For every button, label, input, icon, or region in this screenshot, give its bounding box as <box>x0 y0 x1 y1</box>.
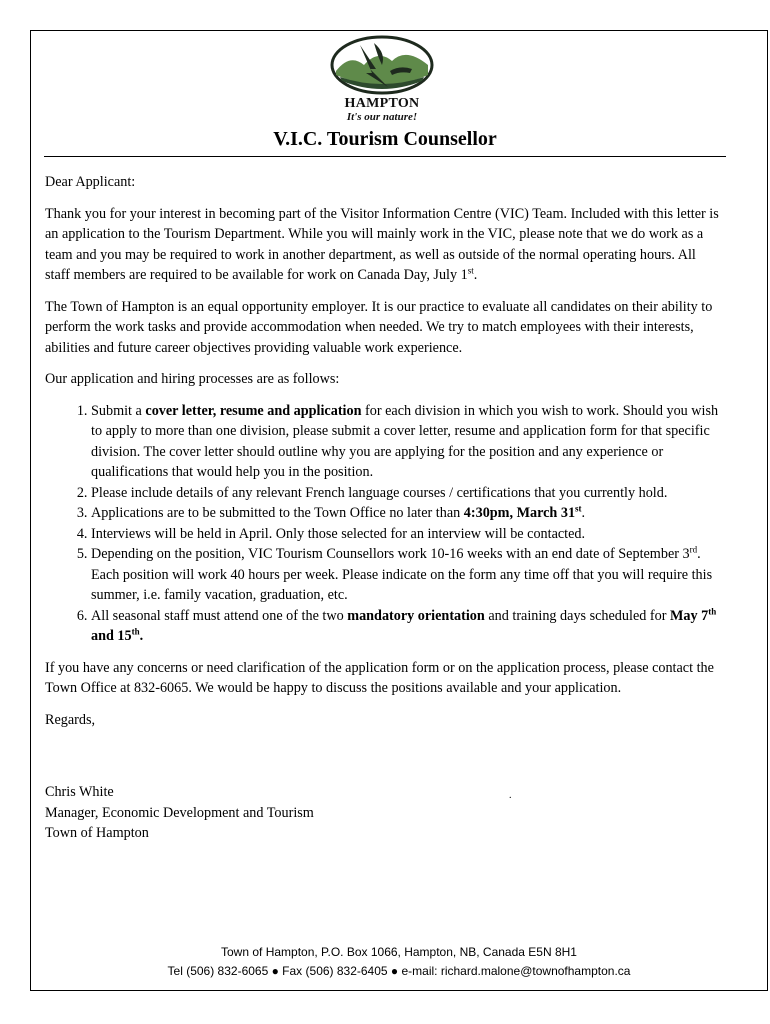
list-item: 5. Depending on the position, VIC Tourism Counsellors work 10-16 weeks with an end date of September 3rd. Each position will work 40 hours per week. Please indicate on the form any time off that you will require this summer, i.e. family vacation, graduation, etc. <box>91 544 723 606</box>
list-item: 3. Applications are to be submitted to the Town Office no later than 4:30pm, March 31st. <box>91 503 723 524</box>
title-divider <box>44 156 726 157</box>
document-title: V.I.C. Tourism Counsellor <box>273 128 497 150</box>
signer-name: Chris White <box>45 784 114 800</box>
process-intro: Our application and hiring processes are as follows: <box>45 371 340 387</box>
logo-town-name: HAMPTON <box>344 96 420 111</box>
signer-org: Town of Hampton <box>45 825 149 841</box>
signer-role: Manager, Economic Development and Tourism <box>45 804 314 821</box>
logo-tagline: It's our nature! <box>346 111 418 123</box>
salutation: Dear Applicant: <box>45 174 136 190</box>
stray-mark: . <box>509 790 512 801</box>
signature-block <box>45 782 723 844</box>
footer-address: Town of Hampton, P.O. Box 1066, Hampton, NB, Canada E5N 8H1 <box>221 945 577 959</box>
closing: Regards, <box>45 711 96 728</box>
list-item: 2. Please include details of any relevant French language courses / certifications that you currently hold. <box>91 483 723 504</box>
list-item: 4. Interviews will be held in April. Only those selected for an interview will be contacted. <box>91 524 723 545</box>
letter-body <box>45 172 723 844</box>
list-item: 6. All seasonal staff must attend one of the two mandatory orientation and training days scheduled for May 7th and 15th. <box>91 606 723 647</box>
contact-paragraph: If you have any concerns or need clarification of the application form or on the application process, please contact the Town Office at 832-6065. We would be happy to discuss the positions available and your application. <box>45 659 714 696</box>
intro-paragraph: Thank you for your interest in becoming part of the Visitor Information Centre (VIC) Team. Included with this letter is an application to the Tourism Department. While you will mainly work in the VIC, please note that we do work as a team and you may be required to work in another department, as well as outside of the normal operating hours. All staff members are required to be available for work on Canada Day, July 1st. <box>45 205 719 283</box>
footer-contact: Tel (506) 832-6065 ● Fax (506) 832-6405 ● e-mail: richard.malone@townofhampton.ca <box>167 964 631 978</box>
equal-opportunity-paragraph: The Town of Hampton is an equal opportunity employer. It is our practice to evaluate all candidates on their ability to perform the work tasks and provide accommodation when needed. We try to match employees with their interests, abilities and future career objectives providing valuable work experience. <box>45 298 713 356</box>
process-list <box>45 401 723 647</box>
footer <box>30 943 768 981</box>
list-item: 1. Submit a cover letter, resume and application for each division in which you wish to work. Should you wish to apply to more than one division, please submit a cover letter, resume and application form for that specific division. The cover letter should outline why you are applying for the position and any experience or qualifications that would help you in the position. <box>91 401 723 483</box>
